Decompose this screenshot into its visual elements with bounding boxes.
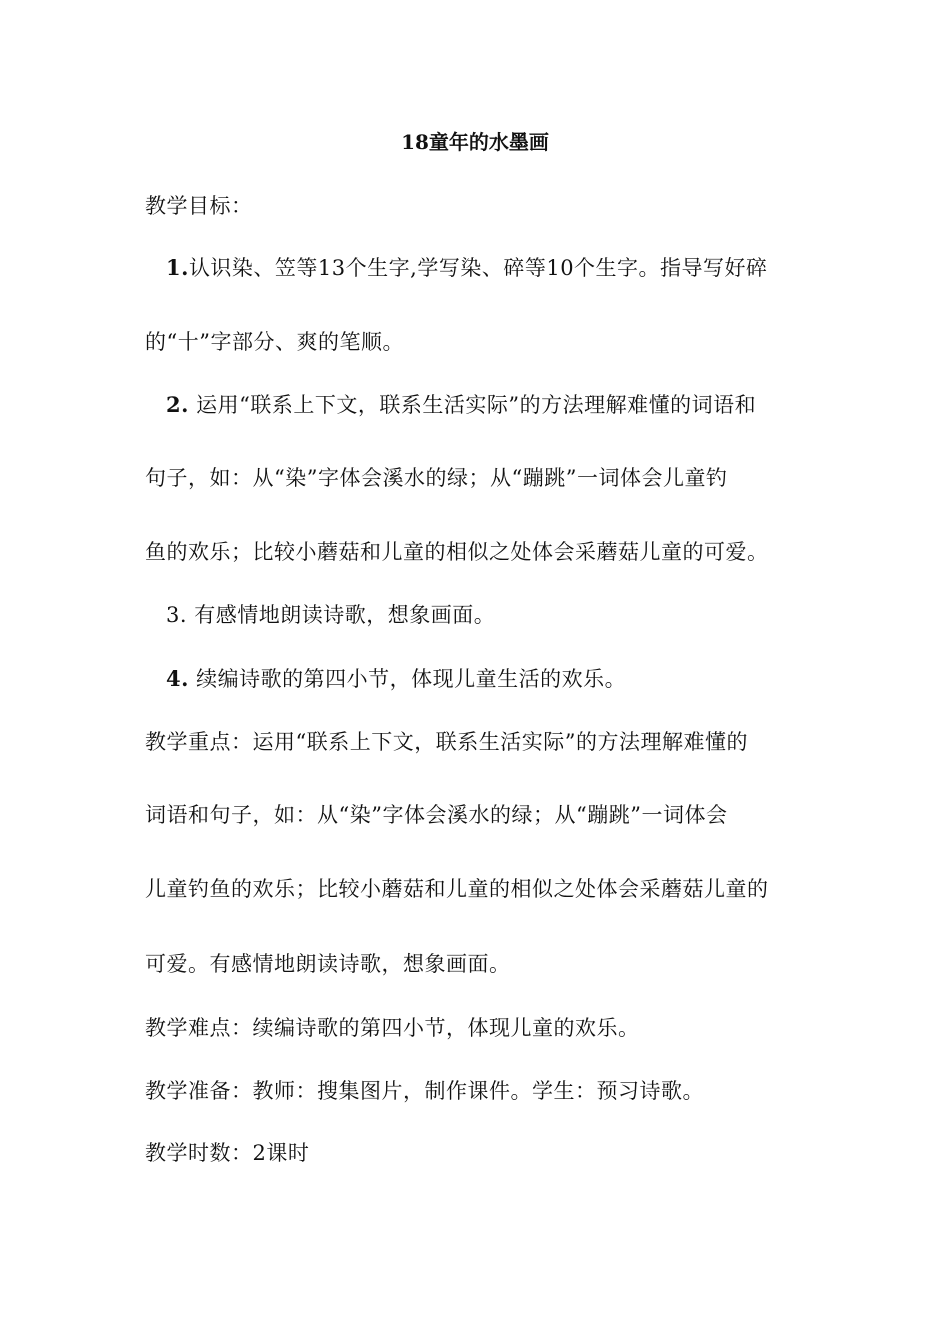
goal-1-text: 认识染、笠等13个生字,学写染、碎等10个生字。指导写好碎 xyxy=(188,256,768,280)
goal-4-text: 续编诗歌的第四小节，体现儿童生活的欢乐。 xyxy=(196,667,627,691)
goal-3-line-1 xyxy=(166,601,495,629)
goals-heading: 教学目标： xyxy=(145,194,253,218)
goal-4-line-1 xyxy=(166,665,626,693)
goal-3-text: 有感情地朗读诗歌，想象画面。 xyxy=(194,603,496,627)
key-points-line-1: 教学重点：运用“联系上下文，联系生活实际”的方法理解难懂的 xyxy=(145,730,748,754)
goal-1-number: 1. xyxy=(166,255,189,280)
key-points-line-3: 儿童钓鱼的欢乐；比较小蘑菇和儿童的相似之处体会采蘑菇儿童的 xyxy=(145,877,769,901)
goal-4-number: 4. xyxy=(166,666,189,691)
goal-3-number: 3. xyxy=(166,603,188,627)
difficulty-line: 教学难点：续编诗歌的第四小节，体现儿童的欢乐。 xyxy=(145,1016,640,1040)
preparation-line: 教学准备：教师：搜集图片，制作课件。学生：预习诗歌。 xyxy=(145,1079,704,1103)
goal-2-line-2: 句子，如：从“染”字体会溪水的绿；从“蹦跳”一词体会儿童钓 xyxy=(145,466,728,490)
goal-2-text: 运用“联系上下文，联系生活实际”的方法理解难懂的词语和 xyxy=(196,393,757,417)
teaching-hours-line: 教学时数：2课时 xyxy=(145,1141,310,1165)
goal-1-line-1 xyxy=(166,254,768,282)
key-points-line-2: 词语和句子，如：从“染”字体会溪水的绿；从“蹦跳”一词体会 xyxy=(145,803,728,827)
goal-2-line-3: 鱼的欢乐；比较小蘑菇和儿童的相似之处体会采蘑菇儿童的可爱。 xyxy=(145,540,769,564)
key-points-line-4: 可爱。有感情地朗读诗歌，想象画面。 xyxy=(145,952,511,976)
document-title: 18童年的水墨画 xyxy=(401,130,549,154)
goal-2-line-1 xyxy=(166,391,756,419)
goal-1-line-2: 的“十”字部分、爽的笔顺。 xyxy=(145,330,404,354)
goal-2-number: 2. xyxy=(166,392,189,417)
